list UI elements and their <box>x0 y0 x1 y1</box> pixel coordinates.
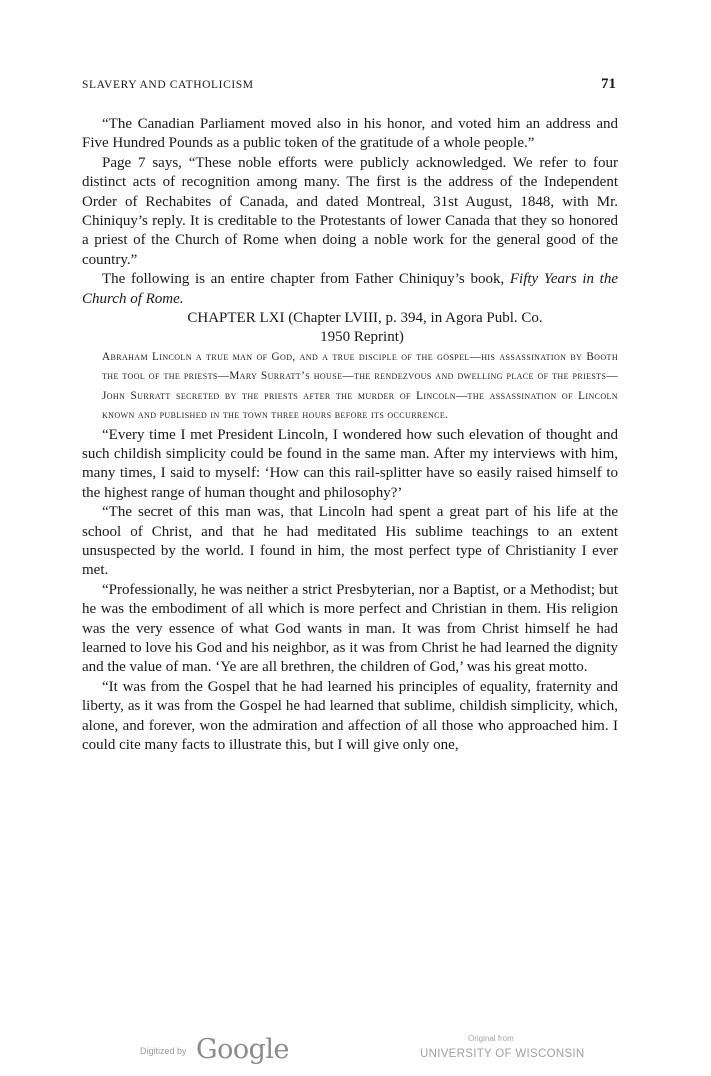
intro-text: The following is an entire chapter from Father Chiniquy’s book, <box>102 271 505 288</box>
body-paragraph-3: “Professionally, he was neither a strict Presbyterian, nor a Baptist, or a Methodist; but he was the embodiment of all which is more perfect and Christian in them. His religion was the very essence of what God wants in man. It was from Christ himself he had learned to love his God and his neighbor, as it was from Christ he had learned the dignity and the value of man. ‘Ye are all brethren, the children of God,’ was his great motto. <box>82 581 618 676</box>
body-paragraph-2: “The secret of this man was, that Lincoln had spent a great part of his life at the school of Christ, and that he had meditated His sublime teachings to an extent unsuspected by the world. I found in him, the most perfect type of Christianity I ever met. <box>82 504 618 579</box>
digitization-footer <box>0 1034 711 1068</box>
chapter-summary: Abraham Lincoln a true man of God, and a true disciple of the gospel—his assassination by Booth the tool of the priests—Mary Surratt’s house—the rendezvous and dwelling place of the priests—John Surratt secreted by the priests after the murder of Lincoln—the assassination of Lincoln known and published in the town three hours before its occurrence. <box>102 350 618 422</box>
book-title: Fifty Years in the Church of Rome. <box>82 271 618 307</box>
book-page <box>82 76 618 755</box>
chapter-heading: CHAPTER LXI (Chapter LVIII, p. 394, in Agora Publ. Co. <box>187 310 543 327</box>
google-logo: Google <box>196 1034 289 1065</box>
paragraph-2: Page 7 says, “These noble efforts were publicly acknowledged. We refer to four distinct acts of recognition among many. The first is the address of the Independent Order of Rechabites of Canada, and dated Montreal, 31st August, 1848, with Mr. Chiniquy’s reply. It is creditable to the Protestants of lower Canada that they so honored a priest of the Church of Rome when doing a noble work for the general good of the country.” <box>82 154 618 268</box>
running-title: SLAVERY AND CATHOLICISM <box>82 79 254 91</box>
chapter-heading-line2: 1950 Reprint) <box>320 329 404 346</box>
running-header <box>82 76 618 93</box>
body-paragraph-4: “It was from the Gospel that he had learned his principles of equality, fraternity and liberty, as it was from the Gospel he had learned that sublime, childish simplicity, which, alone, and forever, won the admiration and affection of all those who approached him. I could cite many facts to illustrate this, but I will give only one, <box>82 678 618 753</box>
paragraph-1: “The Canadian Parliament moved also in his honor, and voted him an address and Five Hundred Pounds as a public token of the gratitude of a whole people.” <box>82 116 618 152</box>
intro-paragraph <box>82 270 618 309</box>
university-label: UNIVERSITY OF WISCONSIN <box>420 1048 585 1060</box>
body-paragraph-1: “Every time I met President Lincoln, I wondered how such elevation of thought and such childish simplicity could be found in the same man. After my interviews with him, many times, I said to myself: ‘How can this rail-splitter have so easily raised himself to the highest range of human thought and philosophy?’ <box>82 426 618 501</box>
page-number: 71 <box>601 76 616 92</box>
original-from-label: Original from <box>468 1034 514 1043</box>
digitized-by-label: Digitized by <box>140 1046 187 1056</box>
